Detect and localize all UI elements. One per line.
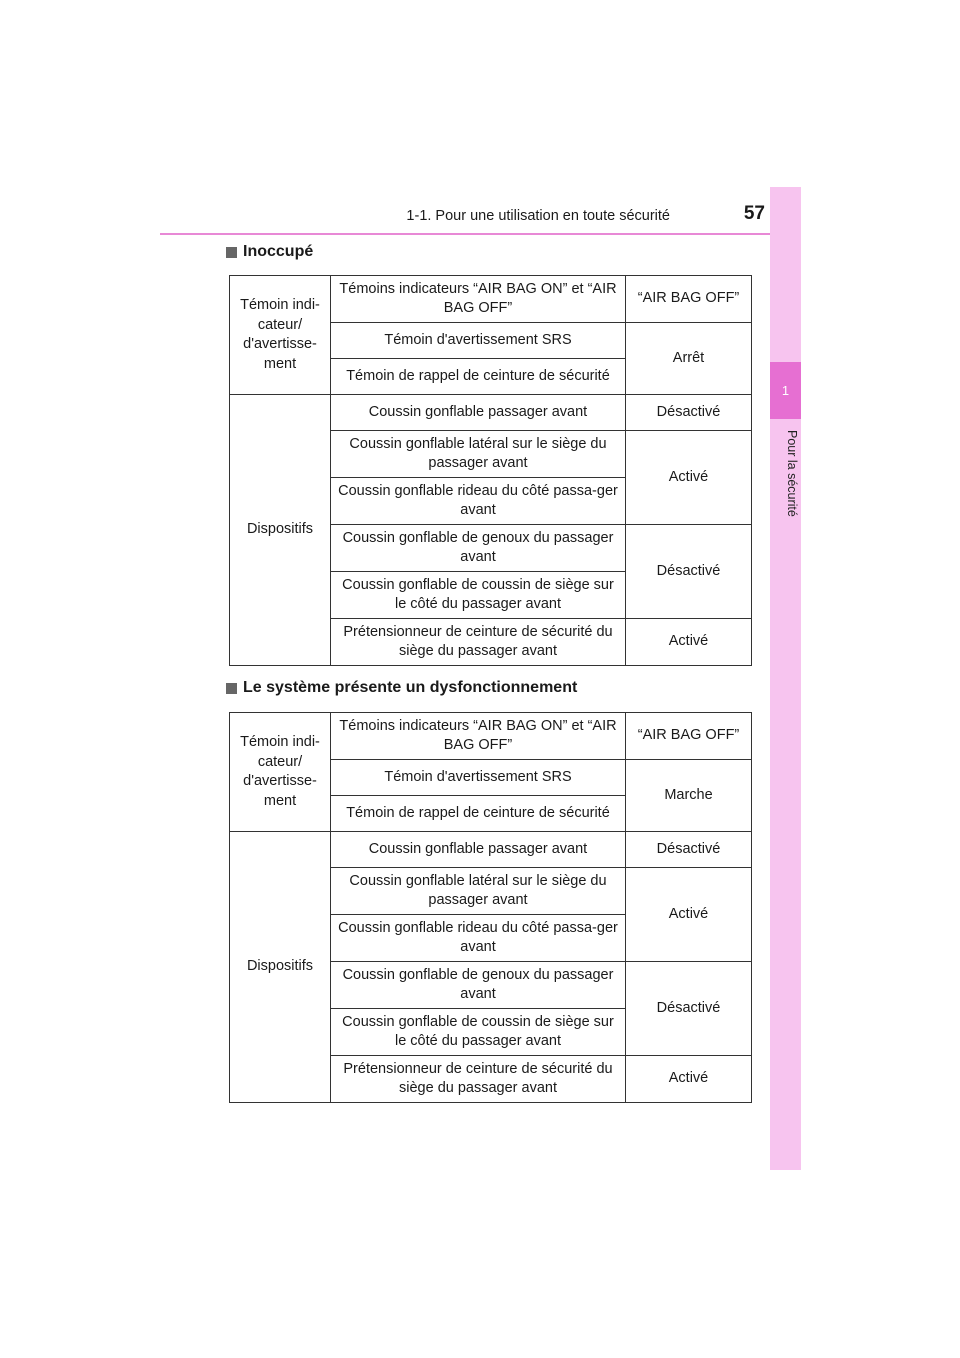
header-title: 1-1. Pour une utilisation en toute sécurité (406, 208, 670, 224)
indicator-value-cell: Arrêt (626, 323, 752, 395)
indicator-header-cell: Témoin indi-cateur/ d'avertisse-ment (230, 276, 331, 395)
device-label-cell: Coussin gonflable passager avant (331, 395, 626, 431)
device-value-cell: Activé (626, 1056, 752, 1103)
indicator-value-cell: “AIR BAG OFF” (626, 713, 752, 760)
device-label-cell: Coussin gonflable de genoux du passager avant (331, 525, 626, 572)
device-label-cell: Coussin gonflable rideau du côté passa-ger avant (331, 915, 626, 962)
table-row (230, 713, 752, 760)
indicator-label-cell: Témoin d'avertissement SRS (331, 323, 626, 359)
indicator-label-cell: Témoin d'avertissement SRS (331, 760, 626, 796)
section-heading-inoccupe (226, 243, 313, 261)
section-heading-dysfonctionnement (226, 679, 577, 697)
square-bullet-icon (226, 683, 237, 694)
side-tab (770, 187, 801, 1170)
status-table-dysfonctionnement (229, 712, 752, 1103)
indicator-label-cell: Témoin de rappel de ceinture de sécurité (331, 359, 626, 395)
indicator-label-cell: Témoins indicateurs “AIR BAG ON” et “AIR BAG OFF” (331, 276, 626, 323)
device-label-cell: Coussin gonflable latéral sur le siège du passager avant (331, 431, 626, 478)
indicator-value-cell: “AIR BAG OFF” (626, 276, 752, 323)
device-value-cell: Activé (626, 619, 752, 666)
device-label-cell: Coussin gonflable de coussin de siège sur le côté du passager avant (331, 1009, 626, 1056)
device-value-cell: Activé (626, 431, 752, 525)
devices-header-cell: Dispositifs (230, 395, 331, 666)
side-tab-label: Pour la sécurité (785, 430, 799, 517)
device-label-cell: Prétensionneur de ceinture de sécurité du siège du passager avant (331, 619, 626, 666)
device-label-cell: Coussin gonflable latéral sur le siège du passager avant (331, 868, 626, 915)
square-bullet-icon (226, 247, 237, 258)
header-rule (160, 233, 800, 235)
device-label-cell: Coussin gonflable de coussin de siège sur le côté du passager avant (331, 572, 626, 619)
device-label-cell: Prétensionneur de ceinture de sécurité du siège du passager avant (331, 1056, 626, 1103)
device-label-cell: Coussin gonflable rideau du côté passa-ger avant (331, 478, 626, 525)
device-value-cell: Désactivé (626, 962, 752, 1056)
status-table-inoccupe (229, 275, 752, 666)
section-heading-text: Le système présente un dysfonctionnement (243, 679, 578, 696)
chapter-marker: 1 (770, 362, 801, 419)
device-label-cell: Coussin gonflable de genoux du passager avant (331, 962, 626, 1009)
page-number: 57 (743, 203, 765, 224)
indicator-label-cell: Témoin de rappel de ceinture de sécurité (331, 796, 626, 832)
device-value-cell: Désactivé (626, 525, 752, 619)
table-row (230, 276, 752, 323)
devices-header-cell: Dispositifs (230, 832, 331, 1103)
device-value-cell: Désactivé (626, 395, 752, 431)
device-value-cell: Activé (626, 868, 752, 962)
table-row (230, 395, 752, 431)
indicator-value-cell: Marche (626, 760, 752, 832)
section-heading-text: Inoccupé (243, 243, 314, 260)
device-value-cell: Désactivé (626, 832, 752, 868)
indicator-label-cell: Témoins indicateurs “AIR BAG ON” et “AIR BAG OFF” (331, 713, 626, 760)
indicator-header-cell: Témoin indi-cateur/ d'avertisse-ment (230, 713, 331, 832)
table-row (230, 832, 752, 868)
device-label-cell: Coussin gonflable passager avant (331, 832, 626, 868)
